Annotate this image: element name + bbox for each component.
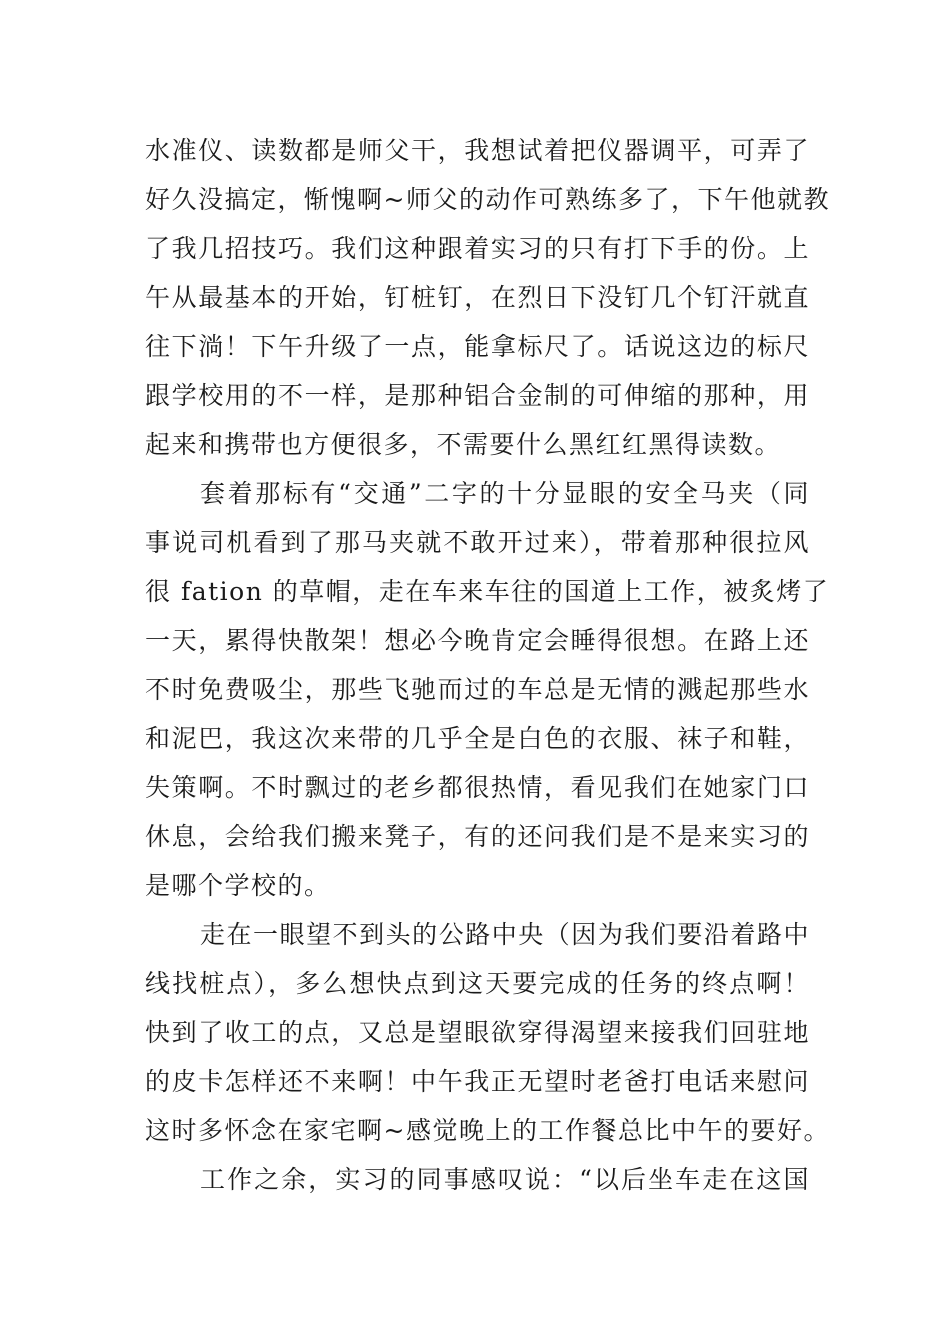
text-line: 事说司机看到了那马夹就不敢开过来），带着那种很拉风: [145, 528, 810, 557]
text-line: 是哪个学校的。: [145, 871, 331, 900]
text-line: 不时免费吸尘，那些飞驰而过的车总是无情的溅起那些水: [145, 675, 810, 704]
text-line: 往下淌！下午升级了一点，能拿标尺了。话说这边的标尺: [145, 332, 810, 361]
text-line: 这时多怀念在家宅啊~感觉晚上的工作餐总比中午的要好。: [145, 1116, 830, 1145]
text-line: 水准仪、读数都是师父干，我想试着把仪器调平，可弄了: [145, 136, 810, 165]
text-line: 了我几招技巧。我们这种跟着实习的只有打下手的份。上: [145, 234, 810, 263]
text-line: 很 fation 的草帽，走在车来车往的国道上工作，被炙烤了: [145, 577, 830, 606]
text-line: 跟学校用的不一样，是那种铝合金制的可伸缩的那种，用: [145, 381, 810, 410]
paragraph-4: [145, 1155, 810, 1204]
text-line: 套着那标有“交通”二字的十分显眼的安全马夹（同: [200, 479, 810, 508]
document-body: [145, 126, 830, 1204]
paragraph-2: [145, 469, 830, 910]
text-line: 起来和携带也方便很多，不需要什么黑红红黑得读数。: [145, 430, 782, 459]
text-line: 的皮卡怎样还不来啊！中午我正无望时老爸打电话来慰问: [145, 1067, 810, 1096]
text-line: 午从最基本的开始，钉桩钉，在烈日下没钉几个钉汗就直: [145, 283, 810, 312]
text-line: 一天，累得快散架！想必今晚肯定会睡得很想。在路上还: [145, 626, 810, 655]
text-line: 工作之余，实习的同事感叹说：“以后坐车走在这国: [200, 1165, 810, 1194]
text-line: 失策啊。不时飘过的老乡都很热情，看见我们在她家门口: [145, 773, 810, 802]
text-line: 和泥巴，我这次来带的几乎全是白色的衣服、袜子和鞋，: [145, 724, 810, 753]
paragraph-3: [145, 910, 830, 1155]
text-line: 线找桩点），多么想快点到这天要完成的任务的终点啊！: [145, 969, 810, 998]
text-line: 快到了收工的点，又总是望眼欲穿得渴望来接我们回驻地: [145, 1018, 810, 1047]
text-line: 好久没搞定，惭愧啊~师父的动作可熟练多了，下午他就教: [145, 185, 830, 214]
text-line: 休息，会给我们搬来凳子，有的还问我们是不是来实习的: [145, 822, 810, 851]
text-line: 走在一眼望不到头的公路中央（因为我们要沿着路中: [200, 920, 810, 949]
paragraph-1: [145, 126, 830, 469]
